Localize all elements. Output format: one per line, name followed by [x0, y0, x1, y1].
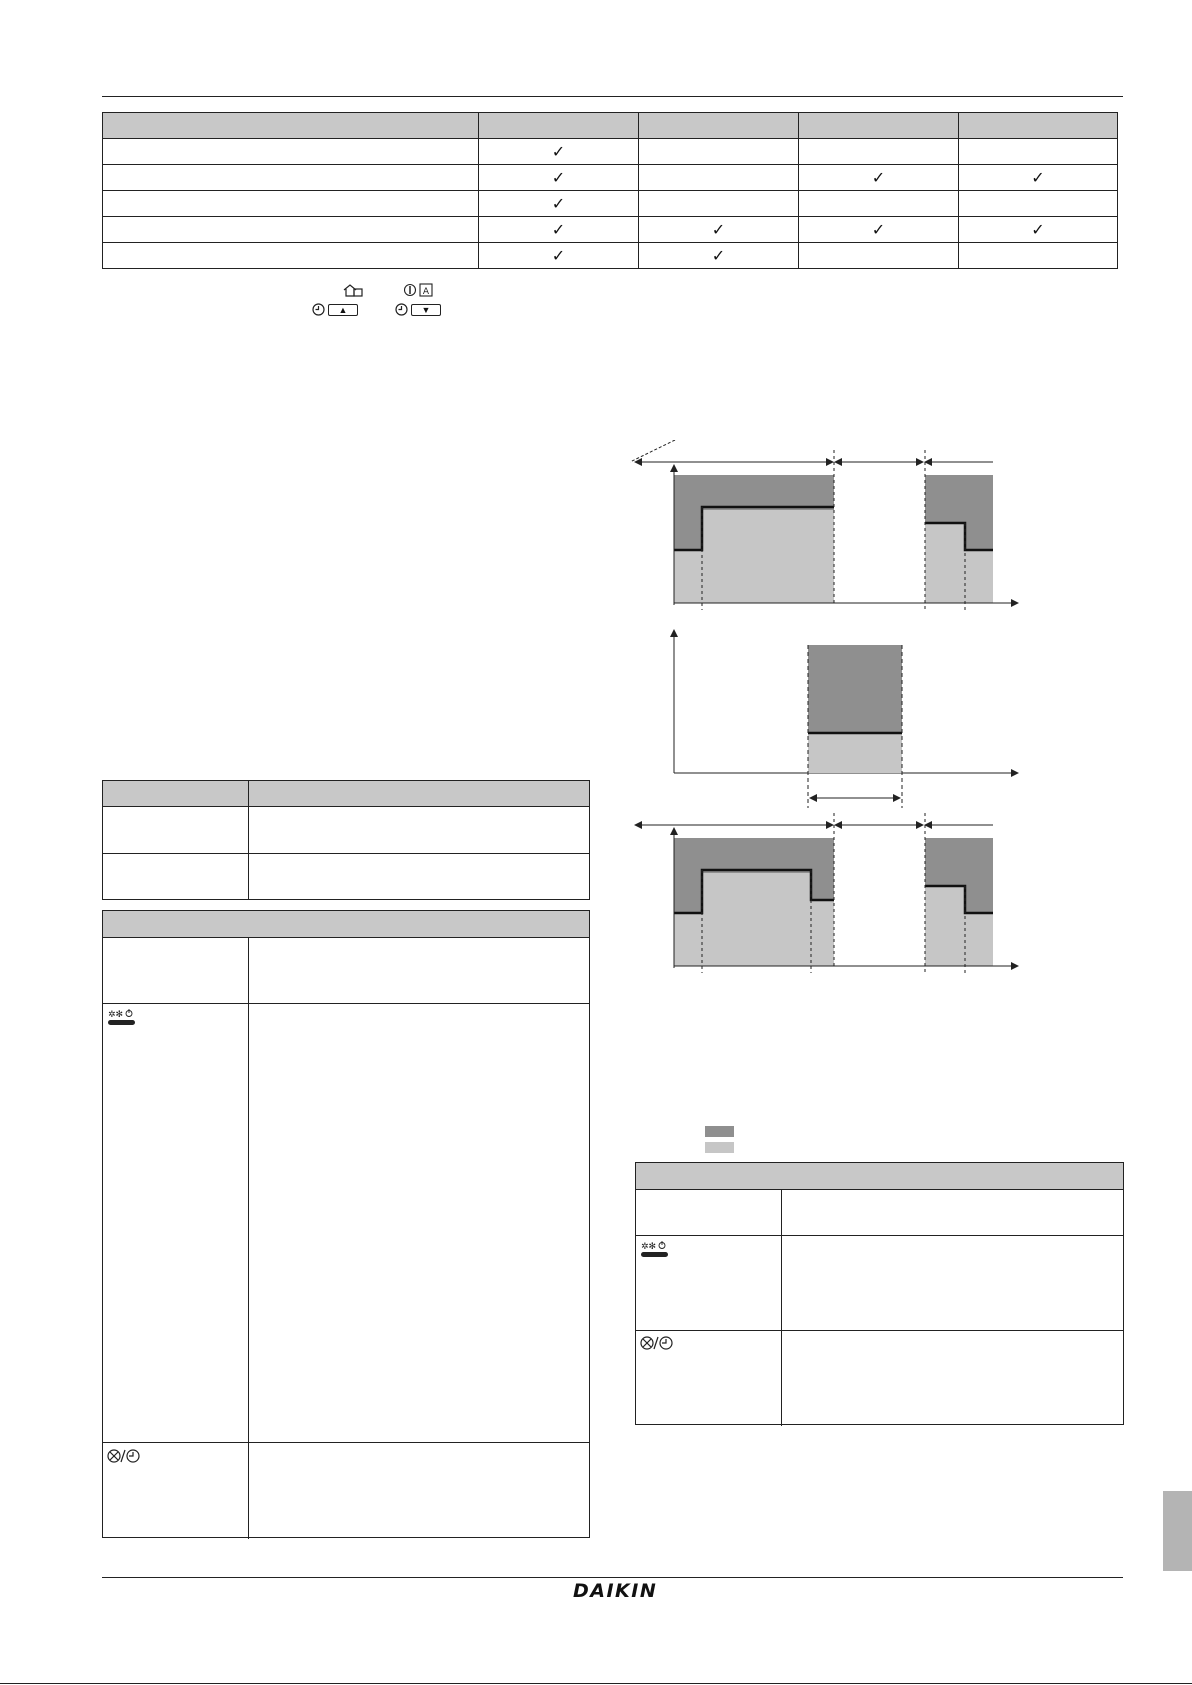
- table-cell: [799, 217, 959, 243]
- table-row: [103, 139, 1118, 165]
- table-cell: [103, 191, 479, 217]
- check-icon: ✓: [711, 245, 726, 265]
- snowflake-sun-power-icon: [640, 1240, 670, 1265]
- svg-text:✲✻: ✲✻: [641, 1242, 657, 1252]
- table-cell: [959, 165, 1118, 191]
- diagram-2: [674, 630, 1018, 808]
- clock-up-button: [312, 303, 358, 316]
- table-cell: [479, 191, 639, 217]
- table-cell: [479, 139, 639, 165]
- fan-off-clock-icon: [640, 1335, 676, 1356]
- fan-off-clock-icon: [107, 1448, 143, 1469]
- table-cell: [103, 165, 479, 191]
- check-icon: ✓: [551, 245, 566, 265]
- table-cell: [959, 243, 1118, 269]
- table-cell: [103, 217, 479, 243]
- table-cell: [639, 243, 799, 269]
- table-row: [103, 217, 1118, 243]
- check-icon: ✓: [871, 167, 886, 187]
- table-row: [103, 191, 1118, 217]
- table-cell: [479, 243, 639, 269]
- light-region: [808, 733, 902, 773]
- table-cell: [799, 243, 959, 269]
- setback-table-right: [635, 1162, 1124, 1425]
- svg-text:✲✻: ✲✻: [108, 1010, 124, 1020]
- diagram-3: [635, 813, 1018, 973]
- mode-table: [102, 780, 590, 900]
- snowflake-sun-power-icon: [107, 1008, 137, 1033]
- clock-icon: [395, 303, 408, 316]
- check-icon: ✓: [1031, 167, 1045, 187]
- table-cell: [479, 217, 639, 243]
- legend-dark-swatch: [705, 1126, 734, 1137]
- check-icon: ✓: [551, 141, 566, 161]
- header-rule: [102, 96, 1123, 97]
- table-cell: [639, 191, 799, 217]
- table-cell: [103, 139, 479, 165]
- table-cell: [639, 165, 799, 191]
- support-table: [102, 112, 1118, 269]
- table-cell: [959, 217, 1118, 243]
- up-key: ▲: [328, 304, 358, 316]
- setback-table: [102, 910, 590, 1538]
- setback-diagram: [630, 440, 1030, 980]
- table-cell: [639, 217, 799, 243]
- check-icon: ✓: [551, 219, 566, 239]
- table-cell: [799, 139, 959, 165]
- table-cell: [479, 165, 639, 191]
- section-side-tab: [1163, 1491, 1192, 1571]
- table-row: [103, 243, 1118, 269]
- table-cell: [799, 191, 959, 217]
- thermo-auto-icon: [404, 283, 434, 297]
- svg-text:A: A: [422, 287, 430, 297]
- home-icon: [342, 283, 364, 297]
- daikin-logo: DAIKIN: [573, 1580, 658, 1602]
- table-cell: [103, 243, 479, 269]
- table-cell: [959, 191, 1118, 217]
- diagram-1: [630, 440, 1018, 610]
- clock-down-button: [395, 303, 441, 316]
- check-icon: ✓: [551, 167, 566, 187]
- table-cell: [959, 139, 1118, 165]
- check-icon: ✓: [871, 219, 886, 239]
- bottom-edge-rule: [0, 1683, 1192, 1684]
- check-icon: ✓: [551, 193, 566, 213]
- table-cell: [639, 139, 799, 165]
- legend-light-swatch: [705, 1142, 734, 1153]
- down-key: ▼: [411, 304, 441, 316]
- check-icon: ✓: [711, 219, 726, 239]
- clock-icon: [312, 303, 325, 316]
- table-cell: [799, 165, 959, 191]
- table-row: [103, 165, 1118, 191]
- footer-rule: [102, 1577, 1123, 1578]
- table-header-row: [103, 113, 1118, 139]
- check-icon: ✓: [1031, 219, 1045, 239]
